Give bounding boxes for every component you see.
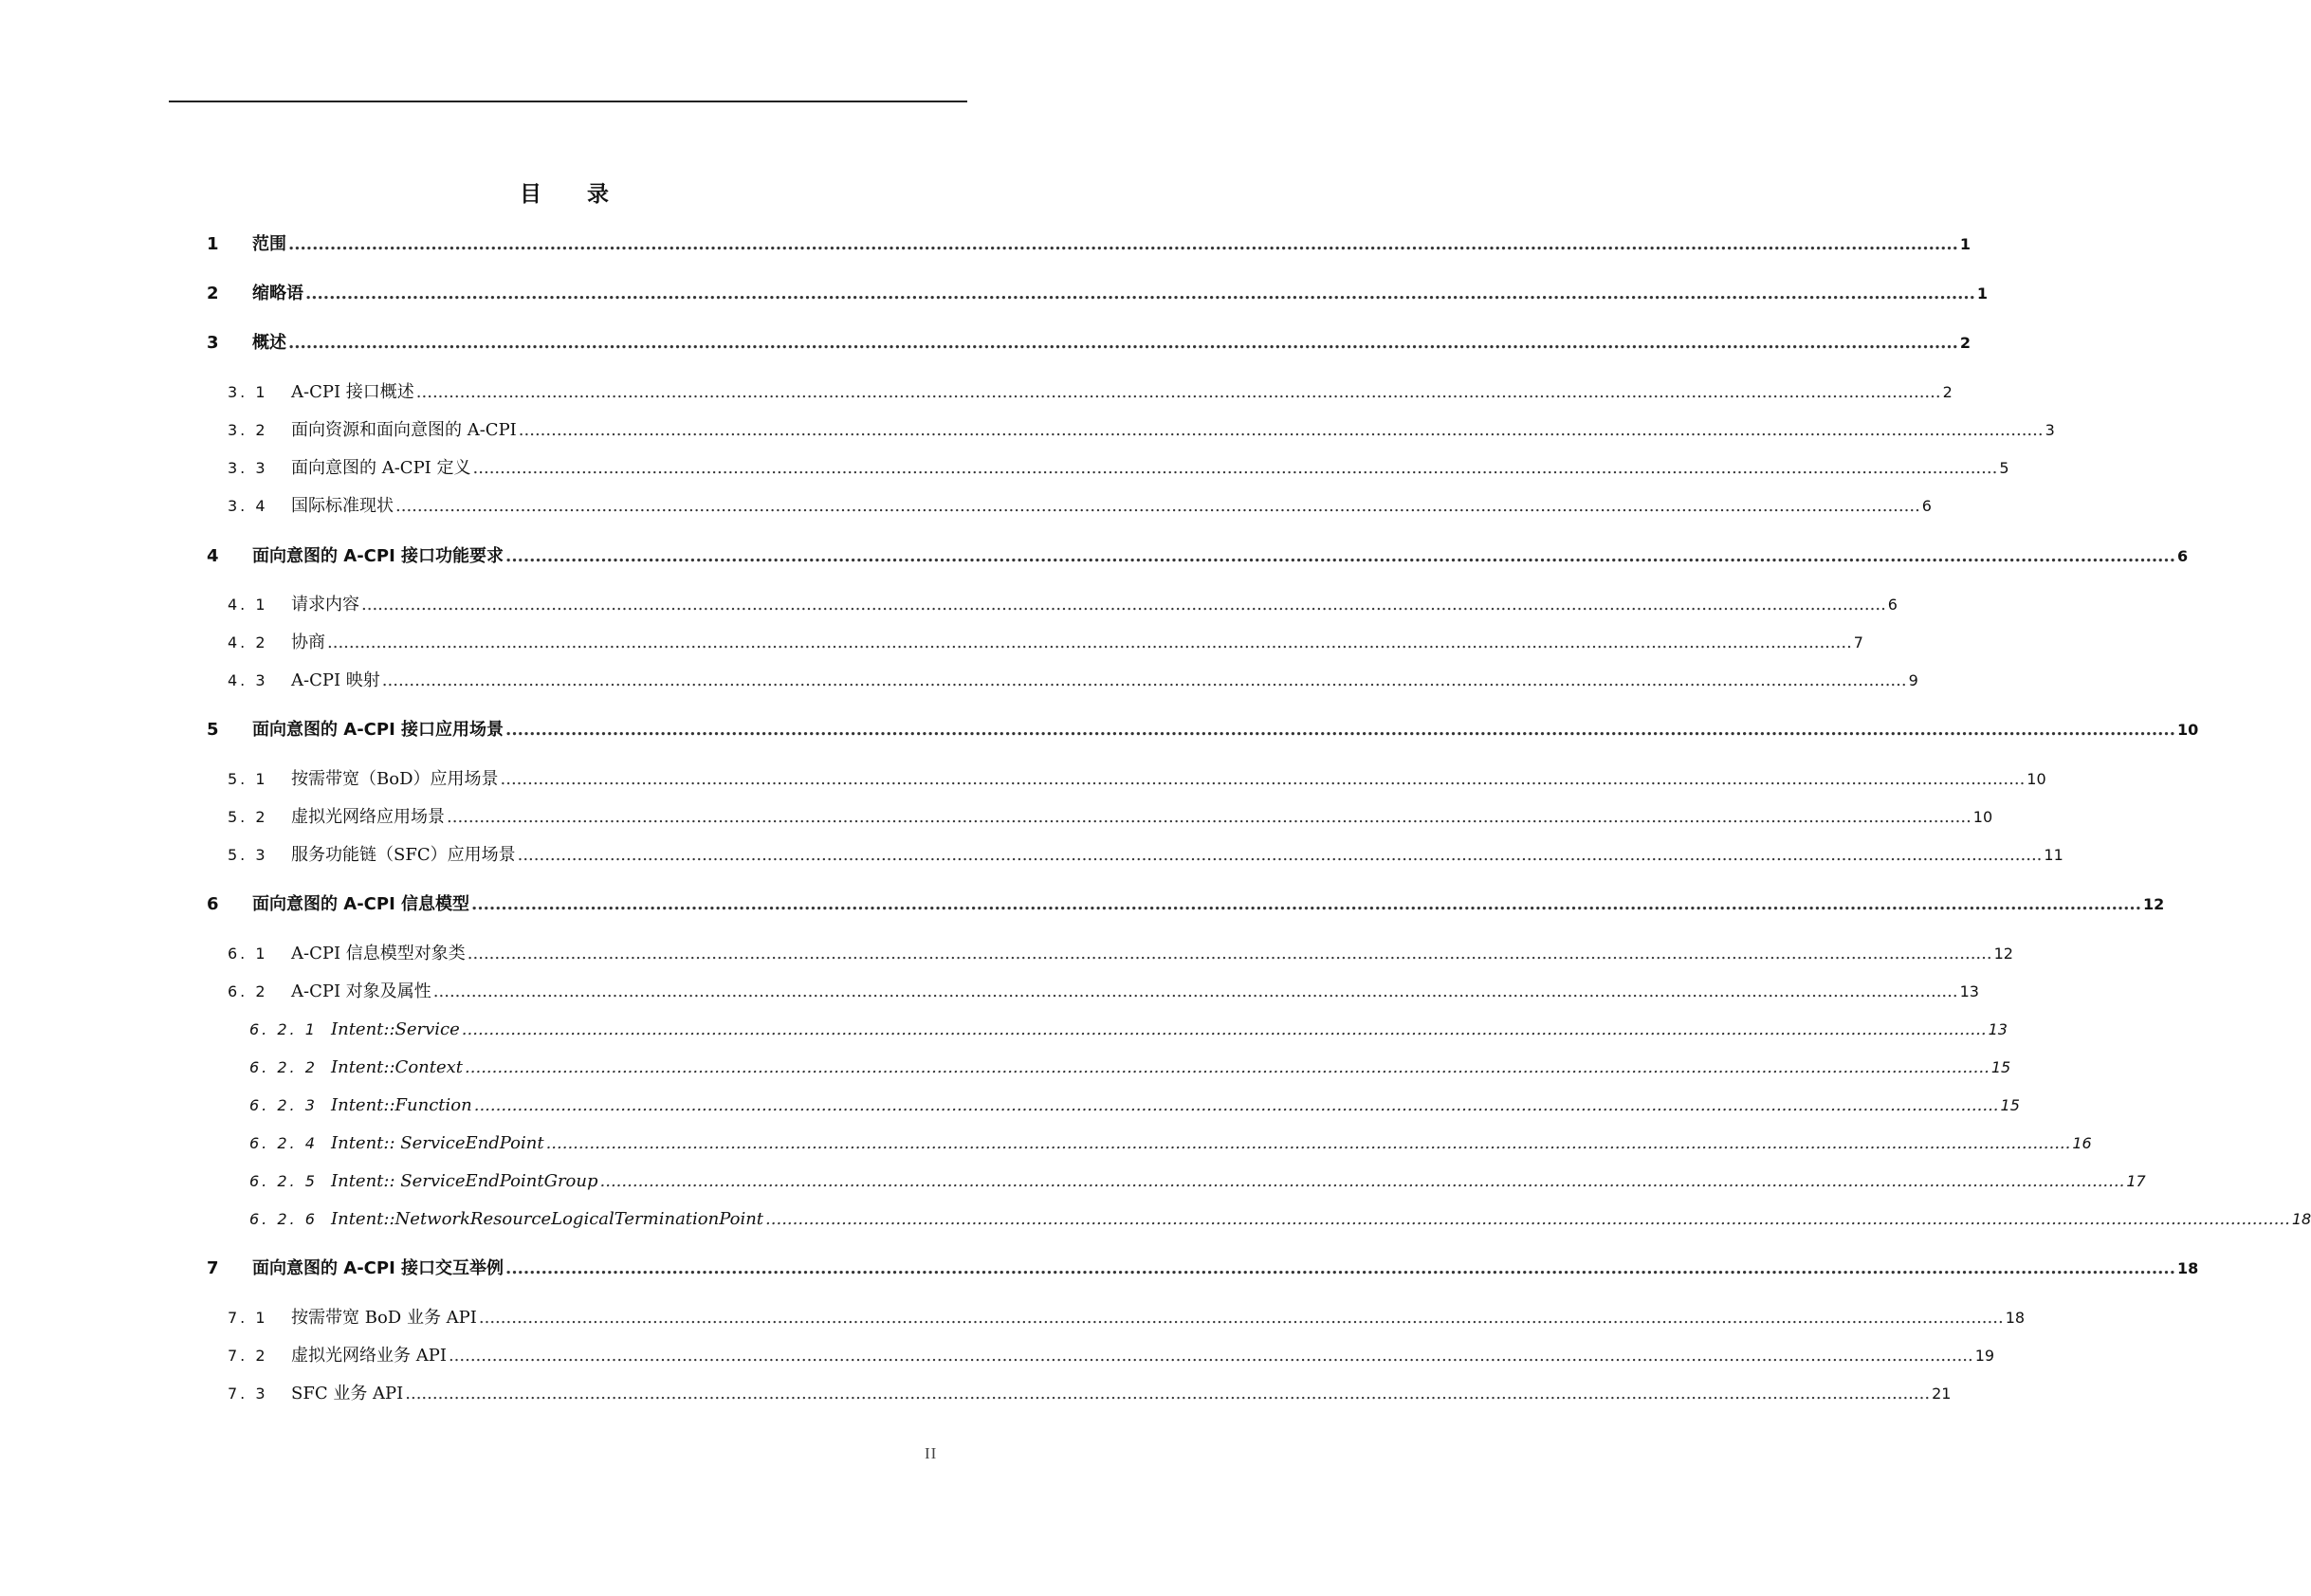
toc-entry-title: 面向意图的 A-CPI 接口功能要求 — [252, 546, 504, 566]
toc-entry-number: 4. 3 — [228, 671, 268, 689]
toc-entry-page: 15 — [2000, 1096, 2020, 1114]
toc-entry-page: 15 — [1990, 1058, 2011, 1076]
toc-entry-3-1[interactable] — [228, 378, 1953, 407]
toc-entry-title: 范围 — [252, 234, 286, 254]
toc-entry-6-2-4[interactable] — [249, 1129, 2092, 1158]
dot-leader: ......................................................................................................................................................................................................................................................................................... — [448, 1346, 1973, 1366]
toc-entry-title: 国际标准现状 — [291, 496, 394, 516]
toc-entry-number: 6. 2 — [228, 982, 268, 1000]
toc-entry-1[interactable] — [207, 230, 1972, 259]
page-number: II — [925, 1444, 938, 1462]
toc-entry-title: 按需带宽（BoD）应用场景 — [291, 769, 499, 789]
dot-leader: ......................................................................................................................................................................................................................................................................................... — [599, 1171, 2125, 1191]
toc-entry-number: 4. 1 — [228, 596, 268, 614]
dot-leader: ......................................................................................................................................................................................................................................................................................... — [545, 1133, 2071, 1153]
toc-entry-page: 6 — [1921, 497, 1932, 515]
toc-entry-title: A-CPI 映射 — [291, 670, 380, 690]
toc-entry-title: SFC 业务 API — [291, 1384, 404, 1403]
dot-leader: ......................................................................................................................................................................................................................................................................................... — [432, 981, 1958, 1001]
toc-entry-3[interactable] — [207, 329, 1972, 358]
toc-entry-3-3[interactable] — [228, 454, 2009, 483]
toc-entry-number: 2 — [207, 284, 219, 303]
toc-entry-page: 10 — [1972, 808, 1993, 826]
toc-entry-title: A-CPI 信息模型对象类 — [291, 944, 466, 963]
toc-entry-title: 概述 — [252, 333, 286, 353]
toc-entry-page: 19 — [1974, 1347, 1995, 1365]
toc-entry-page: 6 — [1887, 596, 1898, 614]
toc-entry-page: 5 — [1999, 459, 2009, 477]
toc-entry-4-1[interactable] — [228, 591, 1898, 619]
toc-entry-number: 7. 2 — [228, 1347, 268, 1365]
toc-entry-7[interactable] — [207, 1255, 2199, 1283]
toc-entry-number: 7 — [207, 1258, 219, 1278]
toc-entry-7-1[interactable] — [228, 1304, 2026, 1332]
toc-entry-page: 17 — [2126, 1172, 2146, 1190]
dot-leader: ......................................................................................................................................................................................................................................................................................... — [381, 670, 1907, 690]
dot-leader: ......................................................................................................................................................................................................................................................................................... — [288, 234, 1958, 254]
dot-leader: ......................................................................................................................................................................................................................................................................................... — [473, 1095, 1999, 1115]
toc-entry-title: 协商 — [291, 633, 325, 652]
toc-entry-number: 6. 1 — [228, 945, 268, 963]
toc-entry-page: 1 — [1976, 284, 1989, 303]
toc-entry-title: A-CPI 接口概述 — [291, 382, 414, 402]
toc-entry-6-2-5[interactable] — [249, 1167, 2146, 1196]
dot-leader: ......................................................................................................................................................................................................................................................................................... — [361, 595, 1886, 615]
toc-entry-6-2-2[interactable] — [249, 1054, 2011, 1082]
toc-entry-title: Intent::Function — [331, 1095, 472, 1115]
toc-entry-title: 缩略语 — [252, 284, 303, 303]
toc-entry-page: 18 — [2291, 1210, 2311, 1228]
toc-entry-number: 5. 1 — [228, 770, 268, 788]
dot-leader: ......................................................................................................................................................................................................................................................................................... — [517, 845, 2043, 865]
dot-leader: ......................................................................................................................................................................................................................................................................................... — [478, 1308, 2004, 1328]
toc-entry-title: 面向意图的 A-CPI 定义 — [291, 458, 471, 478]
toc-entry-number: 4 — [207, 546, 219, 566]
toc-entry-number: 3 — [207, 333, 219, 353]
toc-entry-title: 面向资源和面向意图的 A-CPI — [291, 420, 517, 440]
toc-entry-title: Intent:: ServiceEndPoint — [331, 1133, 544, 1153]
toc-entry-title: 请求内容 — [291, 595, 359, 615]
toc-entry-6-2[interactable] — [228, 978, 1979, 1006]
toc-entry-number: 7. 1 — [228, 1309, 268, 1327]
dot-leader: ......................................................................................................................................................................................................................................................................................... — [447, 807, 1972, 827]
toc-entry-number: 5 — [207, 720, 219, 740]
toc-entry-title: 面向意图的 A-CPI 接口交互举例 — [252, 1258, 504, 1278]
toc-entry-page: 16 — [2072, 1134, 2092, 1152]
toc-entry-5-2[interactable] — [228, 803, 1993, 832]
toc-entry-page: 11 — [2044, 846, 2063, 864]
toc-entry-page: 6 — [2176, 547, 2189, 565]
toc-entry-5[interactable] — [207, 716, 2199, 744]
dot-leader: ......................................................................................................................................................................................................................................................................................... — [405, 1384, 1931, 1403]
toc-entry-page: 1 — [1959, 235, 1972, 253]
toc-entry-page: 13 — [1988, 1020, 2008, 1038]
toc-entry-number: 6. 2. 4 — [249, 1134, 318, 1152]
toc-entry-title: 按需带宽 BoD 业务 API — [291, 1308, 477, 1328]
toc-entry-number: 3. 1 — [228, 383, 268, 401]
toc-entry-title: Intent::Service — [331, 1019, 460, 1039]
toc-entry-number: 6. 2. 3 — [249, 1096, 318, 1114]
toc-entry-4-3[interactable] — [228, 667, 1918, 695]
toc-entry-number: 3. 2 — [228, 421, 268, 439]
dot-leader: ......................................................................................................................................................................................................................................................................................... — [505, 546, 2175, 566]
toc-entry-page: 10 — [2176, 721, 2199, 739]
toc-entry-title: 面向意图的 A-CPI 信息模型 — [252, 894, 470, 914]
toc-entry-page: 2 — [1942, 383, 1953, 401]
toc-entry-title: 虚拟光网络业务 API — [291, 1346, 447, 1366]
toc-entry-title: A-CPI 对象及属性 — [291, 981, 431, 1001]
toc-entry-page: 18 — [2176, 1259, 2199, 1277]
toc-entry-number: 1 — [207, 234, 219, 254]
page-title: 目 录 — [519, 182, 628, 207]
toc-entry-6-1[interactable] — [228, 940, 2013, 968]
toc-entry-4[interactable] — [207, 542, 2189, 571]
toc-entry-number: 3. 4 — [228, 497, 268, 515]
toc-entry-title: 面向意图的 A-CPI 接口应用场景 — [252, 720, 504, 740]
toc-entry-number: 3. 3 — [228, 459, 268, 477]
toc-entry-number: 6. 2. 1 — [249, 1020, 318, 1038]
toc-entry-2[interactable] — [207, 280, 1989, 308]
toc-entry-page: 10 — [2027, 770, 2046, 788]
toc-entry-3-4[interactable] — [228, 492, 1932, 521]
toc-entry-page: 12 — [2142, 895, 2165, 913]
toc-entry-number: 6. 2. 6 — [249, 1210, 318, 1228]
toc-entry-page: 21 — [1932, 1385, 1952, 1403]
toc-entry-page: 9 — [1908, 671, 1918, 689]
toc-entry-number: 6 — [207, 894, 219, 914]
toc-entry-5-3[interactable] — [228, 841, 2063, 870]
dot-leader: ......................................................................................................................................................................................................................................................................................... — [395, 496, 1920, 516]
toc-entry-page: 18 — [2005, 1309, 2026, 1327]
toc-entry-page: 7 — [1853, 633, 1863, 651]
toc-entry-number: 6. 2. 2 — [249, 1058, 318, 1076]
toc-entry-number: 4. 2 — [228, 633, 268, 651]
dot-leader: ......................................................................................................................................................................................................................................................................................... — [415, 382, 1941, 402]
toc-entry-title: Intent::Context — [331, 1057, 464, 1077]
dot-leader: ......................................................................................................................................................................................................................................................................................... — [765, 1209, 2290, 1229]
toc-entry-title: Intent:: ServiceEndPointGroup — [331, 1171, 598, 1191]
toc-entry-number: 5. 2 — [228, 808, 268, 826]
toc-entry-3-2[interactable] — [228, 416, 2055, 445]
toc-entry-page: 13 — [1959, 982, 1979, 1000]
toc-entry-number: 5. 3 — [228, 846, 268, 864]
toc-entry-6-2-6[interactable] — [249, 1205, 2311, 1234]
toc-entry-title: 服务功能链（SFC）应用场景 — [291, 845, 516, 865]
dot-leader: ......................................................................................................................................................................................................................................................................................... — [467, 944, 1992, 963]
dot-leader: ......................................................................................................................................................................................................................................................................................... — [518, 420, 2044, 440]
dot-leader: ......................................................................................................................................................................................................................................................................................... — [327, 633, 1852, 652]
dot-leader: ......................................................................................................................................................................................................................................................................................... — [461, 1019, 1987, 1039]
dot-leader: ......................................................................................................................................................................................................................................................................................... — [472, 458, 1998, 478]
dot-leader: ......................................................................................................................................................................................................................................................................................... — [505, 1258, 2175, 1278]
dot-leader: ......................................................................................................................................................................................................................................................................................... — [505, 720, 2175, 740]
toc-entry-title: 虚拟光网络应用场景 — [291, 807, 445, 827]
toc-entry-page: 2 — [1959, 334, 1972, 352]
toc-entry-7-3[interactable] — [228, 1380, 1952, 1408]
toc-entry-6-2-1[interactable] — [249, 1016, 2008, 1044]
dot-leader: ......................................................................................................................................................................................................................................................................................... — [305, 284, 1975, 303]
toc-entry-4-2[interactable] — [228, 629, 1863, 657]
dot-leader: ......................................................................................................................................................................................................................................................................................... — [465, 1057, 1990, 1077]
dot-leader: ......................................................................................................................................................................................................................................................................................... — [471, 894, 2141, 914]
toc-entry-7-2[interactable] — [228, 1342, 1995, 1370]
toc-entry-5-1[interactable] — [228, 765, 2046, 794]
dot-leader: ......................................................................................................................................................................................................................................................................................... — [288, 333, 1958, 353]
toc-entry-title: Intent::NetworkResourceLogicalTerminationPoint — [331, 1209, 764, 1229]
toc-entry-page: 12 — [1993, 945, 2013, 963]
toc-entry-number: 7. 3 — [228, 1385, 268, 1403]
toc-entry-6[interactable] — [207, 890, 2165, 919]
toc-entry-number: 6. 2. 5 — [249, 1172, 318, 1190]
toc-entry-6-2-3[interactable] — [249, 1092, 2020, 1120]
toc-entry-page: 3 — [2045, 421, 2055, 439]
dot-leader: ......................................................................................................................................................................................................................................................................................... — [500, 769, 2026, 789]
